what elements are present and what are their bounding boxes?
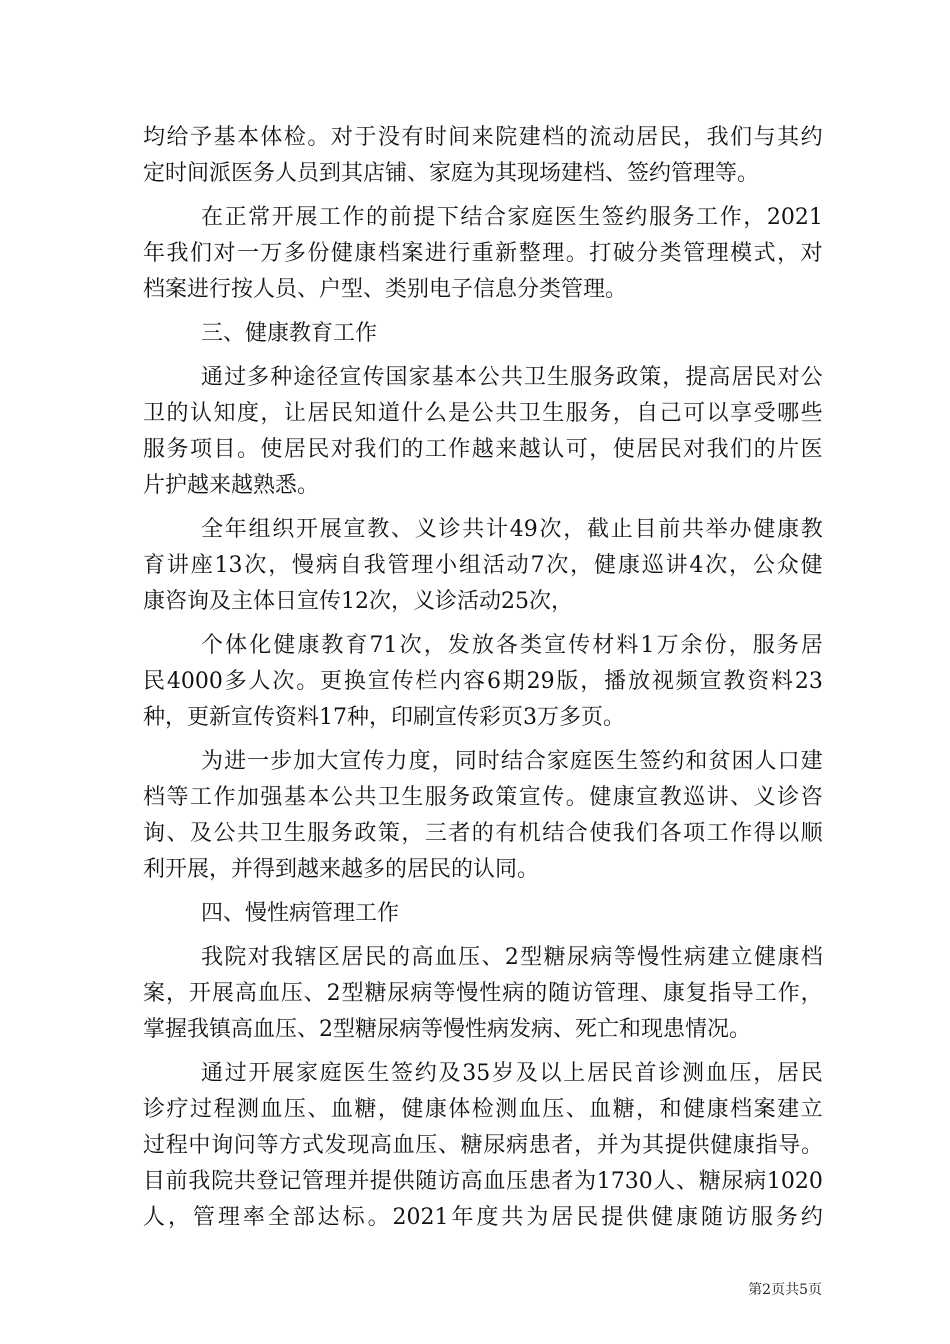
document-body <box>143 120 823 1236</box>
text-line: 通 过 多 种 途 径 宣 传 国 家 基 本 公 共 卫 生 服 务 政 策 ， 提 高 居 民 对 公 <box>201 365 823 390</box>
text-line: 人 ， 管 理 率 全 部 达 标 。 2021 年 度 共 为 居 民 提 供 健 康 随 访 服 务 约 <box>143 1205 823 1230</box>
text-line: 档 等 工 作 加 强 基 本 公 共 卫 生 服 务 政 策 宣 传 。 健 康 宣 教 巡 讲 、 义 诊 咨 <box>143 785 823 810</box>
text-line: 育 讲 座 13 次 ， 慢 病 自 我 管 理 小 组 活 动 7 次 ， 健 康 巡 讲 4 次 ， 公 众 健 <box>143 553 823 578</box>
text-line: 我 院 对 我 辖 区 居 民 的 高 血 压 、 2 型 糖 尿 病 等 慢 性 病 建 立 健 康 档 <box>201 945 823 970</box>
text-line: 种，更新宣传资料17种，印刷宣传彩页3万多页。 <box>143 705 625 730</box>
text-line: 过 程 中 询 问 等 方 式 发 现 高 血 压 、 糖 尿 病 患 者 ， 并 为 其 提 供 健 康 指 导 。 <box>143 1133 823 1158</box>
text-line: 卫 的 认 知 度 ， 让 居 民 知 道 什 么 是 公 共 卫 生 服 务 ， 自 己 可 以 享 受 哪 些 <box>143 401 823 426</box>
text-line: 个 体 化 健 康 教 育 71 次 ， 发 放 各 类 宣 传 材 料 1 万 余 份 ， 服 务 居 <box>201 633 823 658</box>
text-line: 全 年 组 织 开 展 宣 教 、 义 诊 共 计 49 次 ， 截 止 目 前 共 举 办 健 康 教 <box>201 517 823 542</box>
text-line: 年 我 们 对 一 万 多 份 健 康 档 案 进 行 重 新 整 理 。 打 破 分 类 管 理 模 式 ， 对 <box>143 241 823 266</box>
text-line: 为 进 一 步 加 大 宣 传 力 度 ， 同 时 结 合 家 庭 医 生 签 约 和 贫 困 人 口 建 <box>201 749 823 774</box>
text-line: 掌握我镇高血压、2型糖尿病等慢性病发病、死亡和现患情况。 <box>143 1017 751 1042</box>
text-line: 在 正 常 开 展 工 作 的 前 提 下 结 合 家 庭 医 生 签 约 服 务 工 作 ， 2021 <box>201 205 823 230</box>
page-number: 第2页共5页 <box>748 1282 822 1298</box>
section-heading: 四、慢性病管理工作 <box>201 901 400 926</box>
text-line: 片护越来越熟悉。 <box>143 473 320 498</box>
text-line: 诊 疗 过 程 测 血 压 、 血 糖 ， 健 康 体 检 测 血 压 、 血 糖 ， 和 健 康 档 案 建 立 <box>143 1097 823 1122</box>
text-line: 通 过 开 展 家 庭 医 生 签 约 及 35 岁 及 以 上 居 民 首 诊 测 血 压 ， 居 民 <box>201 1061 823 1086</box>
text-line: 案 ， 开 展 高 血 压 、 2 型 糖 尿 病 等 慢 性 病 的 随 访 管 理 、 康 复 指 导 工 作 ， <box>143 981 823 1006</box>
text-line: 利开展，并得到越来越多的居民的认同。 <box>143 857 540 882</box>
text-line: 询 、 及 公 共 卫 生 服 务 政 策 ， 三 者 的 有 机 结 合 使 我 们 各 项 工 作 得 以 顺 <box>143 821 823 846</box>
text-line: 民 4000 多 人 次 。 更 换 宣 传 栏 内 容 6 期 29 版 ， 播 放 视 频 宣 教 资 料 23 <box>143 669 823 694</box>
text-line: 服 务 项 目 。 使 居 民 对 我 们 的 工 作 越 来 越 认 可 ， 使 居 民 对 我 们 的 片 医 <box>143 437 823 462</box>
text-line: 定时间派医务人员到其店铺、家庭为其现场建档、签约管理等。 <box>143 161 760 186</box>
text-line: 均 给 予 基 本 体 检 。 对 于 没 有 时 间 来 院 建 档 的 流 动 居 民 ， 我 们 与 其 约 <box>143 125 823 150</box>
section-heading: 三、健康教育工作 <box>201 321 378 346</box>
text-line: 目 前 我 院 共 登 记 管 理 并 提 供 随 访 高 血 压 患 者 为 1730 人 、 糖 尿 病 1020 <box>143 1169 823 1194</box>
text-line: 档案进行按人员、户型、类别电子信息分类管理。 <box>143 277 628 302</box>
text-line: 康咨询及主体日宣传12次，义诊活动25次， <box>143 589 573 614</box>
